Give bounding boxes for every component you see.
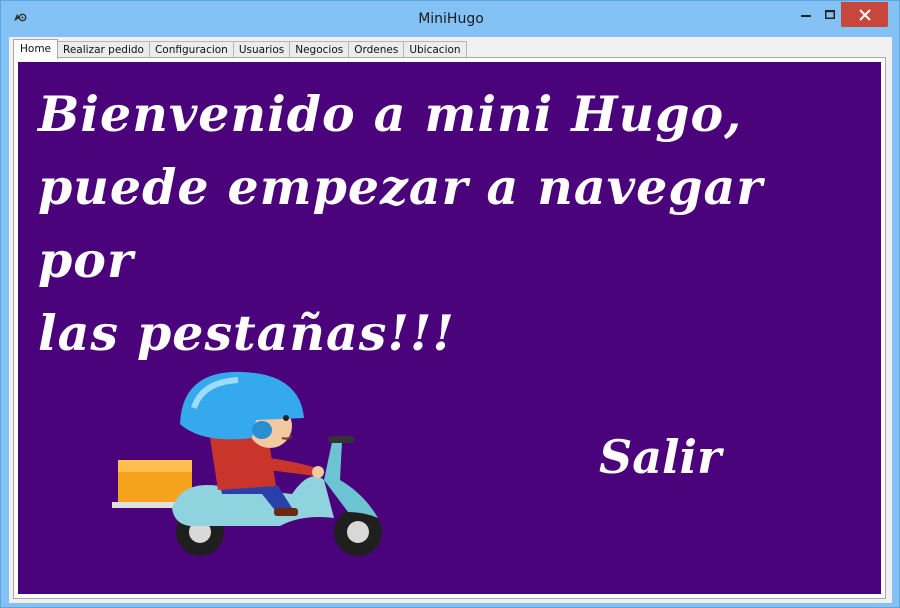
tab-home[interactable]: Home <box>13 39 58 59</box>
tab-strip <box>13 39 466 59</box>
close-button[interactable] <box>841 2 888 27</box>
welcome-panel <box>18 62 881 594</box>
exit-button[interactable]: Salir <box>599 430 722 484</box>
maximize-icon <box>825 10 835 20</box>
minimize-icon <box>801 10 811 20</box>
window-title: MiniHugo <box>418 11 484 27</box>
delivery-scooter-illustration <box>102 368 392 558</box>
tab-ubicacion[interactable]: Ubicacion <box>403 41 466 59</box>
client-area <box>9 37 892 603</box>
tab-configuracion[interactable]: Configuracion <box>149 41 234 59</box>
welcome-line-3: las pestañas!!! <box>38 304 455 362</box>
title-bar[interactable] <box>1 1 900 37</box>
tab-realizar-pedido[interactable]: Realizar pedido <box>57 41 150 59</box>
welcome-line-1: Bienvenido a mini Hugo, <box>38 85 743 143</box>
welcome-line-2: puede empezar a navegar por <box>38 158 764 289</box>
home-tab-panel <box>13 57 886 599</box>
tab-ordenes[interactable]: Ordenes <box>348 41 404 59</box>
close-icon <box>859 9 871 21</box>
tab-usuarios[interactable]: Usuarios <box>233 41 290 59</box>
welcome-message <box>38 78 858 370</box>
tab-negocios[interactable]: Negocios <box>289 41 349 59</box>
